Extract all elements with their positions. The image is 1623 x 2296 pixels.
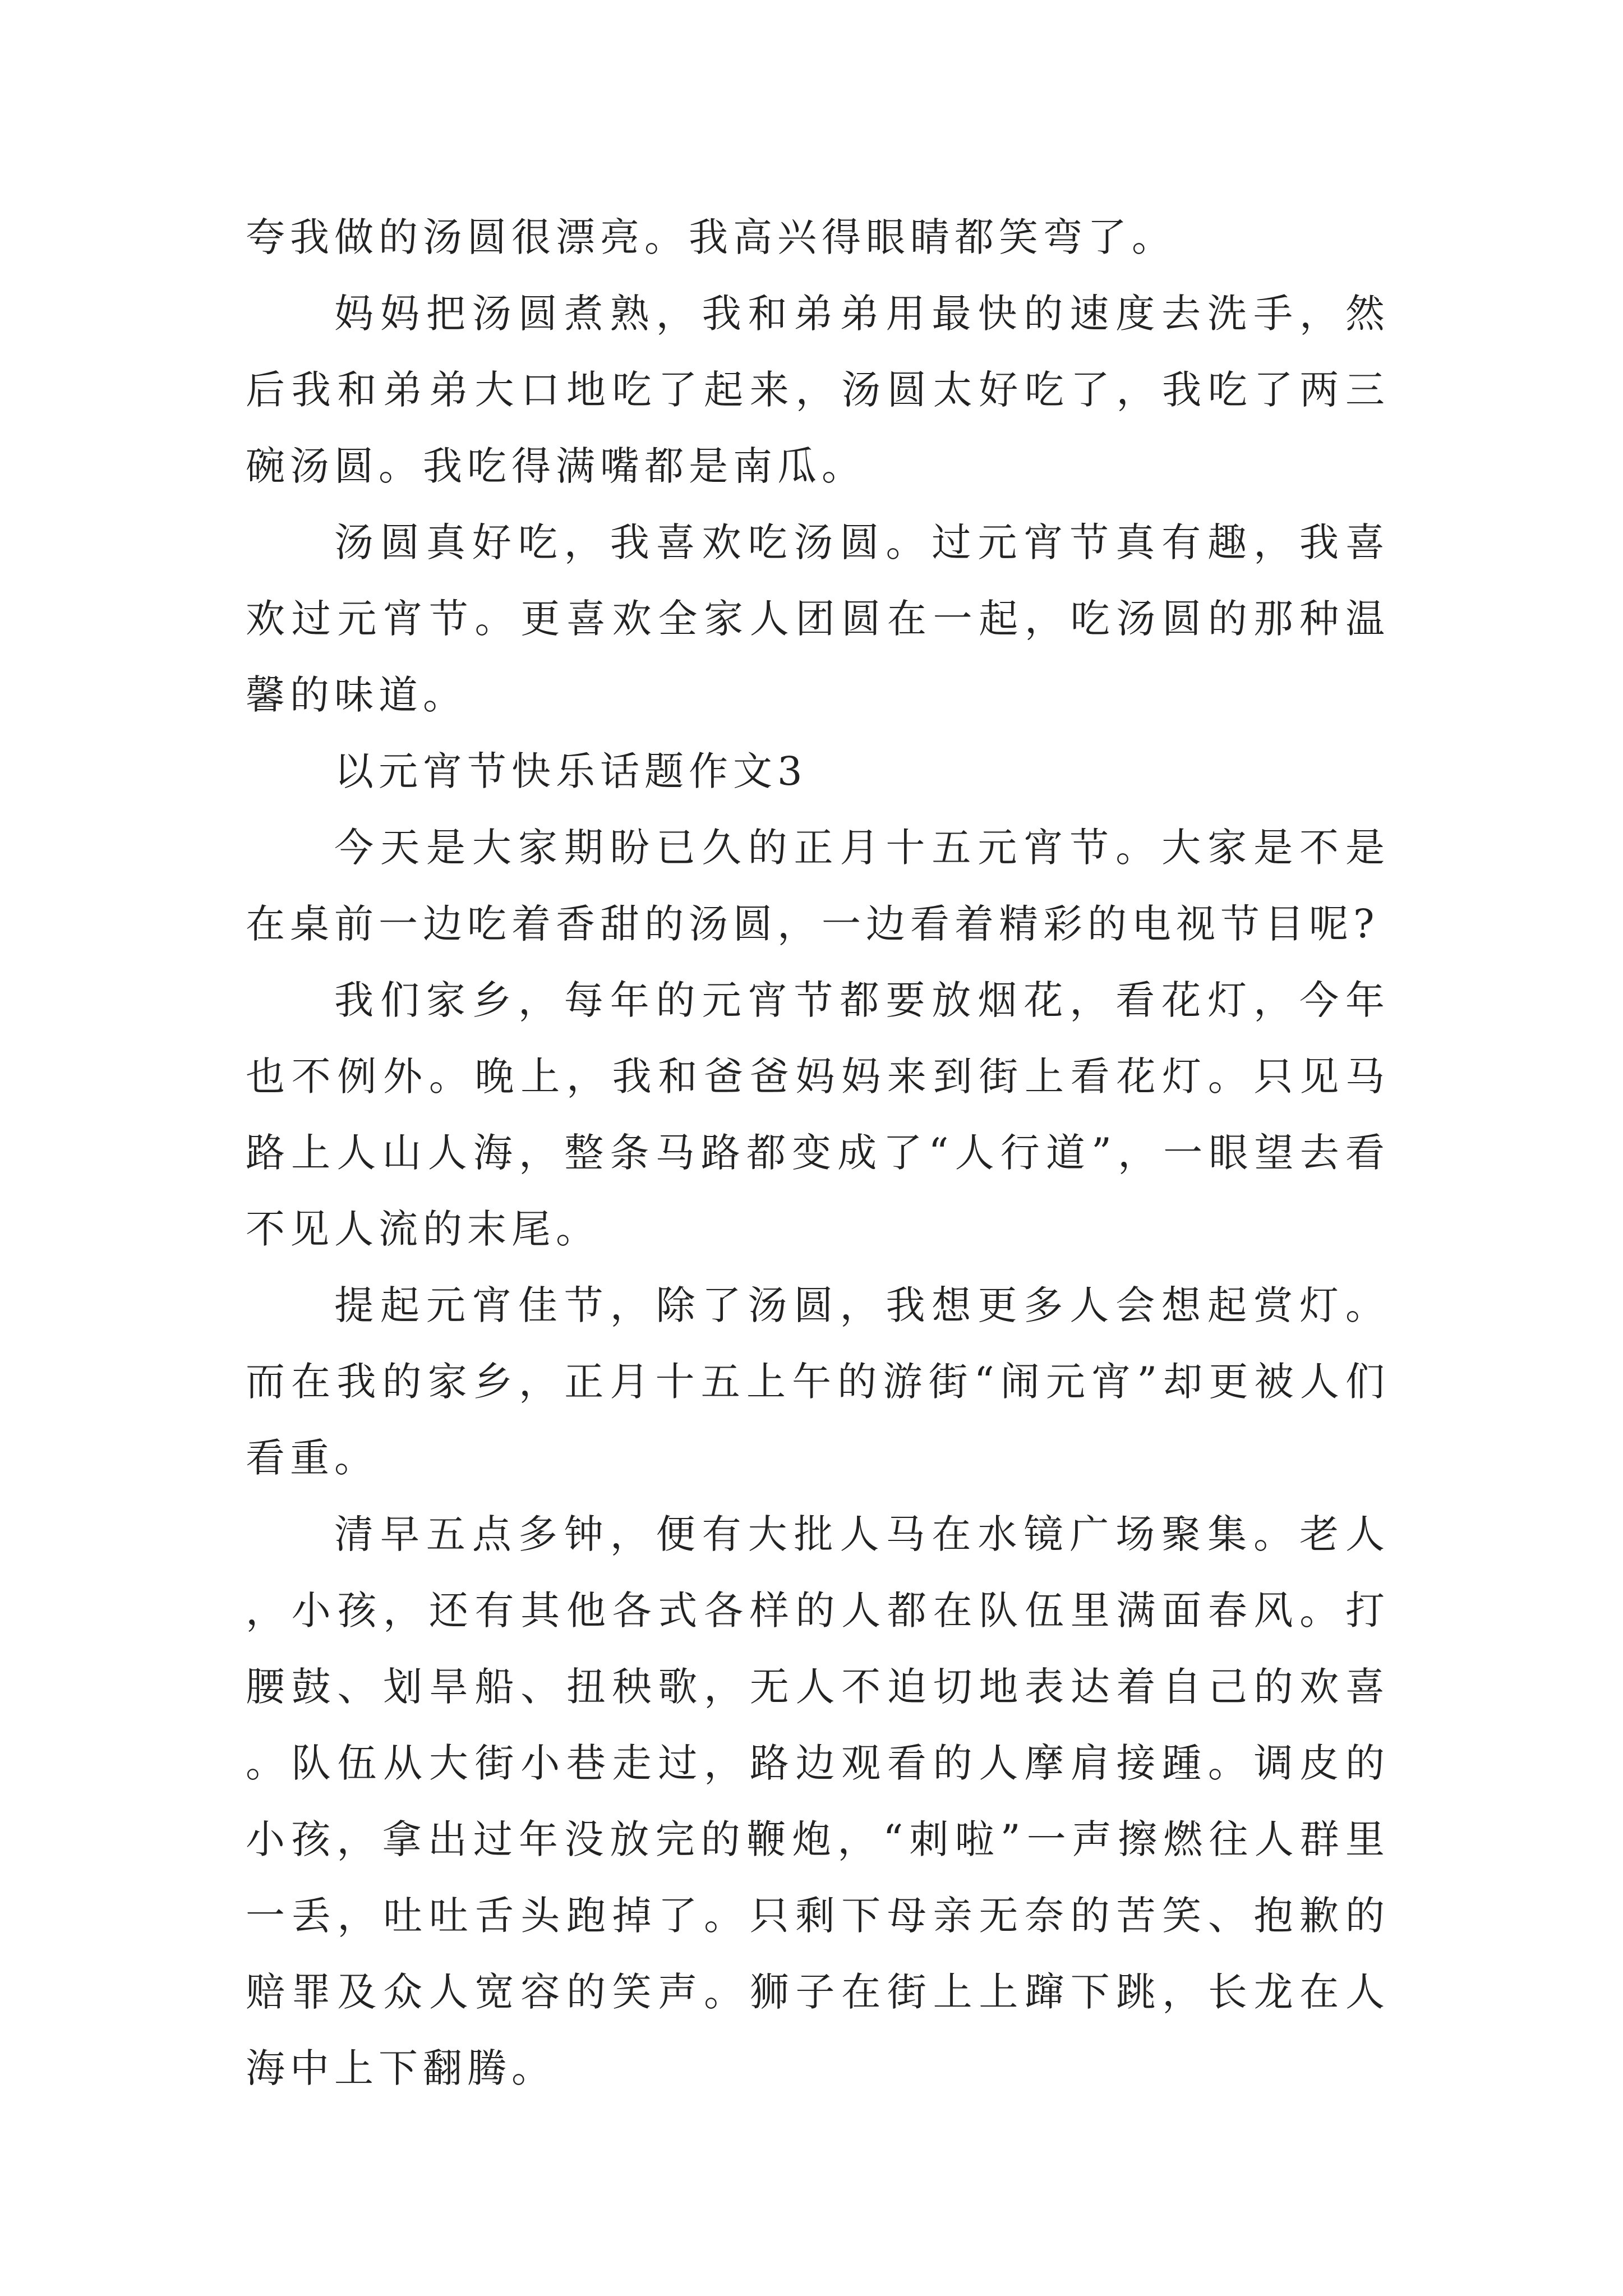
paragraph-5: 我们家乡，每年的元宵节都要放烟花，看花灯，今年也不例外。晚上，我和爸爸妈妈来到街上看花灯。只见马路上人山人海，整条马路都变成了“人行道”，一眼望去看不见人流的末尾。 [246,977,1390,1252]
paragraph-7: 清早五点多钟，便有大批人马在水镜广场聚集。老人，小孩，还有其他各式各样的人都在队伍里满面春风。打腰鼓、划旱船、扭秧歌，无人不迫切地表达着自己的欢喜。队伍从大街小巷走过，路边观看的人摩肩接踵。调皮的小孩，拿出过年没放完的鞭炮，“刺啦”一声擦燃往人群里一丢，吐吐舌头跑掉了。只剩下母亲无奈的苦笑、抱歉的赔罪及众人宽容的笑声。狮子在街上上蹿下跳，长龙在人海中上下翻腾。 [246,1511,1390,2091]
paragraph-3: 汤圆真好吃，我喜欢吃汤圆。过元宵节真有趣，我喜欢过元宵节。更喜欢全家人团圆在一起，吃汤圆的那种温馨的味道。 [246,519,1390,718]
paragraph-4: 今天是大家期盼已久的正月十五元宵节。大家是不是在桌前一边吃着香甜的汤圆，一边看着精彩的电视节目呢? [246,825,1390,947]
paragraph-1: 夸我做的汤圆很漂亮。我高兴得眼睛都笑弯了。 [246,214,1176,260]
section-heading: 以元宵节快乐话题作文3 [334,748,808,794]
document-body [246,199,1390,2106]
paragraph-6: 提起元宵佳节，除了汤圆，我想更多人会想起赏灯。而在我的家乡，正月十五上午的游街“闹元宵”却更被人们看重。 [246,1282,1390,1481]
paragraph-2: 妈妈把汤圆煮熟，我和弟弟用最快的速度去洗手，然后我和弟弟大口地吃了起来，汤圆太好吃了，我吃了两三碗汤圆。我吃得满嘴都是南瓜。 [246,291,1390,489]
